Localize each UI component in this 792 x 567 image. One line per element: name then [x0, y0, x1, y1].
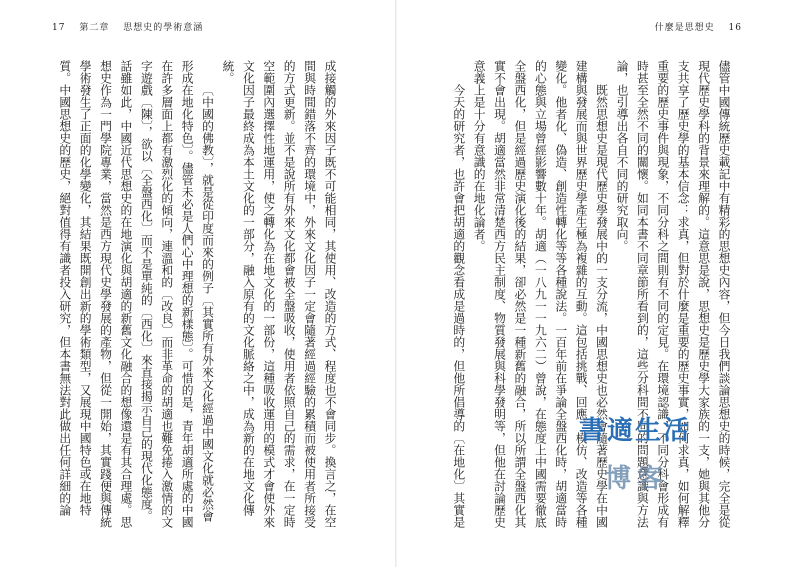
left-running-header: [52, 20, 213, 33]
paragraph: 既然思想史是現代歷史學發展中的一支分流，中國思想史也必然會隨著歷史學在中國建構與發展而與世界歷史學產生極為複雜的互動。這包括挑戰、回應、模仿、改造等各種變化。他者化、偽造、創造性轉化等等各種說法。一百年前在爭論全盤西化時，胡適當時的心態與立場曾經影響數十年。胡適（一八九一一九六二）曾說，在態度上中國需要徹底全盤西化，但是經過歷史演化後的結果，卻必然是一種新舊的融合，所以所謂全盤西化其實不會出現。胡適當然非常清楚西方民主制度、物質發展與科學發明等，但他在討論歷史意義上是十分有意識的在地化論者。: [472, 60, 609, 528]
chapter-title: 思想史的學術意涵: [123, 23, 204, 33]
paragraph: 〔中國的佛教〕，就是從印度而來的例子〔其實所有外來文化經過中國文化就必然會形成在地化特色〕。儘管未必是人們心中理想的新樣態〕。可惜的是，青年胡適所處的中國在許多層面上都有激烈化的傾向，連溫和的〔改良〕而非革命的胡適也難免捲入激情的文字遊戲〔陳〕，欲以〔全盤西化〕而不是單純的〔西化〕來直接揭示自己的現代化態度。話雖如此，中國近代思想史的在地演化與胡適的新舊文化融合的想像還是有其合理處。思想史作為一門學院專業，當然是西方現代史學發展的產物，但從一開始，其實踐便與傳統學術發生了正面的化學變化，其結果既開創出新的學術類型，又展現中國特色或在地特質。中國思想史的歷史，絕對值得有識者投入研究，但本書無法對此做出任何詳細的論: [57, 60, 215, 529]
chapter-label: 第二章: [79, 23, 110, 33]
right-page: [396, 0, 792, 567]
book-title: 什麼是思想史: [654, 23, 715, 33]
paragraph: 儘管中國傳統歷史載記中有精彩的思想史內容，但今日我們談論思想史的時候，完全是從現代歷史學科的背景來理解的。這意思是說，思想史是歷史學大家族的一支，她與其他分支共享了歷史學的基本信念：求真，但對於什麼是重要的歷史事實，如何求真，如何解釋重要的歷史事件與現象，不同分科之間則有不同的定見。在環境認識，不同分科會形成有時甚至全然不同的關懷。如同本書不同章節所看到的，這些分科間不同的問題意識與方法論，也引導出各自不同的研究取向。: [614, 60, 731, 528]
watermark-line-2: 博客: [605, 464, 670, 494]
right-running-header: [645, 20, 742, 33]
paragraph: 成接觸的外來因子既不可能相同，其使用、改造的方式、程度也不會同步。換言之，在空間與時間錯落不齊的環境中，外來文化因子一定會隨著經過經驗的累積而被使用者所接受的方式更新。並不是說所有外來文化都會被全盤吸收，使用者依照自己的需求，在一定時空範圍內選擇性地運用，使之轉化為在地文化的一部份，這種吸收運用的模式才會使外來文化因子最終成為本土文化的一部分，融入原有的文化脈絡之中，成為新的在地文化傳統。: [220, 60, 337, 528]
left-body-text: [56, 60, 340, 530]
left-page-number: 17: [52, 23, 66, 33]
right-body-text: [446, 60, 734, 530]
paragraph: 今天的研究者，也許會把胡適的觀念看成是過時的，但他所倡導的〔在地化〕其實是: [451, 83, 466, 528]
right-page-number: 16: [728, 23, 742, 33]
watermark-line-1: 書適生活: [579, 416, 692, 446]
